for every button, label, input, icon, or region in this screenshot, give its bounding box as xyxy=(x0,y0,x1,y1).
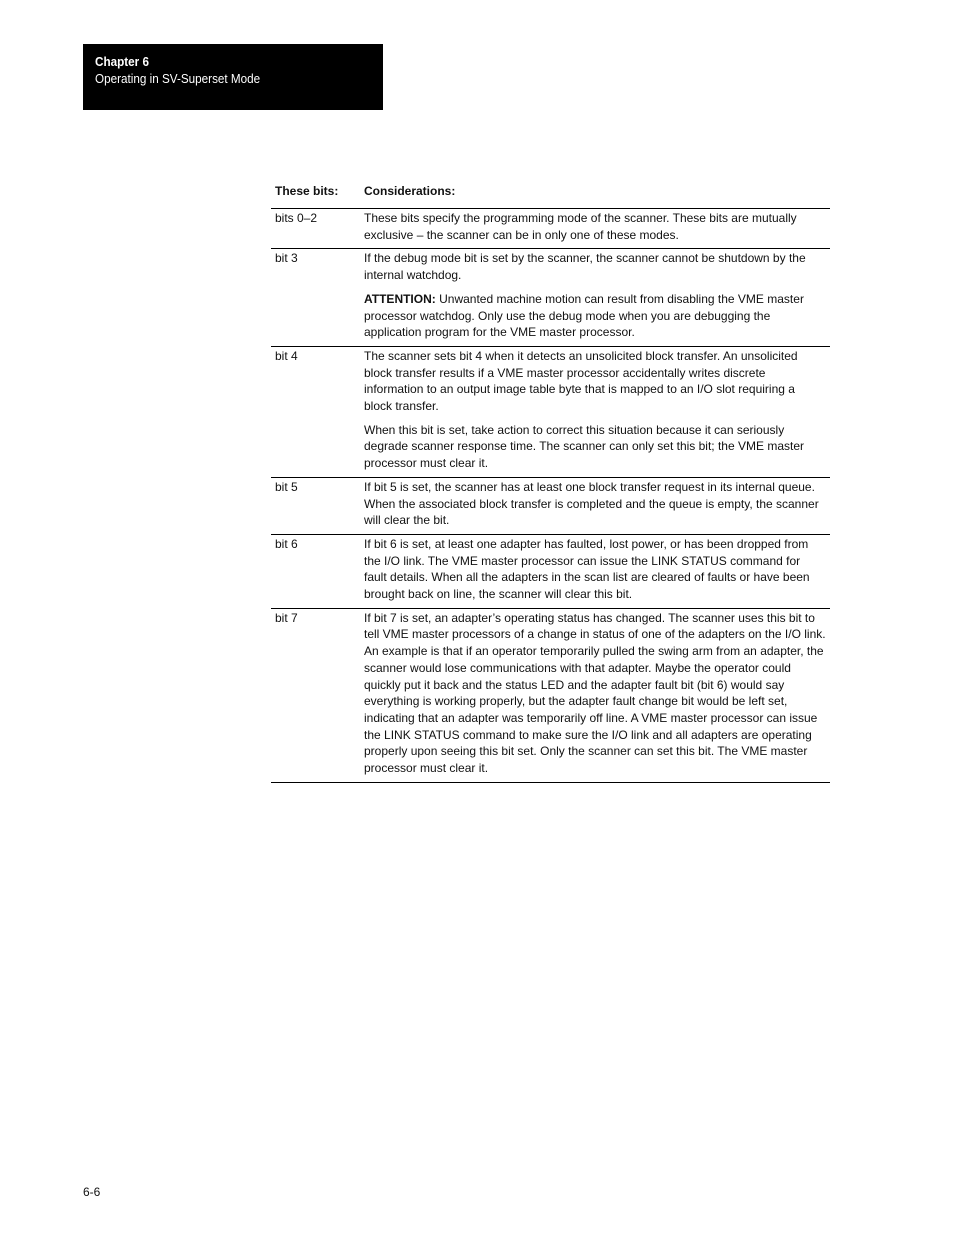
row-considerations xyxy=(364,536,830,603)
row-text: If the debug mode bit is set by the scanner, the scanner cannot be shutdown by the internal watchdog. xyxy=(364,251,806,283)
table-header xyxy=(271,181,830,209)
row-text: If bit 7 is set, an adapter’s operating status has changed. The scanner uses this bit to tell VME master processors of a change in status of one of the adapters on the I/O link. An example is that if an operator temporarily pulled the swing arm from an adapter, the scanner would lose communications with that adapter. Maybe the operator could quickly put it back and the status LED and the adapter fault bit (bit 6) would say everything is working properly, but the adapter fault change bit would be left set, indicating that an adapter was temporarily off line. A VME master processor can issue the LINK STATUS command to make sure the I/O link and all adapters are operating properly upon seeing this bit set. Only the scanner can set this bit. The VME master processor must clear it. xyxy=(364,610,826,776)
row-text: If bit 6 is set, at least one adapter has faulted, lost power, or has been dropped from the I/O link. The VME master processor can issue the LINK STATUS command for fault details. When all the adapters in the scan list are cleared of faults or have been brought back on line, the scanner will clear this bit. xyxy=(364,536,810,602)
row-bit: bit 7 xyxy=(275,610,298,625)
row-text: If bit 5 is set, the scanner has at least one block transfer request in its internal queue. When the associated block transfer is completed and the queue is empty, the scanner will clear the bit. xyxy=(364,479,819,528)
row-considerations xyxy=(364,610,830,777)
row-bit: bits 0–2 xyxy=(275,211,318,225)
bits-table xyxy=(271,181,830,783)
attention-label: ATTENTION: xyxy=(364,291,436,306)
row-bit: bit 4 xyxy=(275,348,298,363)
chapter-label: Chapter 6 xyxy=(95,54,149,69)
col-header-considerations: Considerations: xyxy=(364,184,456,198)
table-row xyxy=(271,249,830,347)
row-bit: bit 3 xyxy=(275,251,298,266)
table-row xyxy=(271,209,830,249)
chapter-title: Operating in SV-Superset Mode xyxy=(95,71,261,86)
row-considerations xyxy=(364,210,830,243)
row-considerations xyxy=(364,479,830,529)
row-considerations xyxy=(364,348,830,472)
table-row xyxy=(271,347,830,478)
table-row xyxy=(271,535,830,609)
attention-note xyxy=(364,291,826,341)
col-header-bits: These bits: xyxy=(275,184,339,198)
attention-text: Unwanted machine motion can result from disabling the VME master processor watchdog. Only use the debug mode when you are debugging the application program for the VME master processor. xyxy=(364,291,804,340)
chapter-header xyxy=(83,44,383,110)
row-text: When this bit is set, take action to correct this situation because it can seriously degrade scanner response time. The scanner can only set this bit; the VME master processor must clear it. xyxy=(364,422,805,471)
row-considerations xyxy=(364,250,830,341)
page-number: 6-6 xyxy=(83,1185,101,1199)
table-row xyxy=(271,609,830,783)
row-text: The scanner sets bit 4 when it detects an unsolicited block transfer. An unsolicited block transfer results if a VME master processor accidentally writes discrete information to an output image table byte that is mapped to an I/O slot requiring a block transfer. xyxy=(364,348,798,414)
table-row xyxy=(271,478,830,535)
row-bit: bit 5 xyxy=(275,479,298,494)
row-text: These bits specify the programming mode of the scanner. These bits are mutually exclusive – the scanner can be in only one of these modes. xyxy=(364,211,797,242)
row-bit: bit 6 xyxy=(275,536,298,551)
